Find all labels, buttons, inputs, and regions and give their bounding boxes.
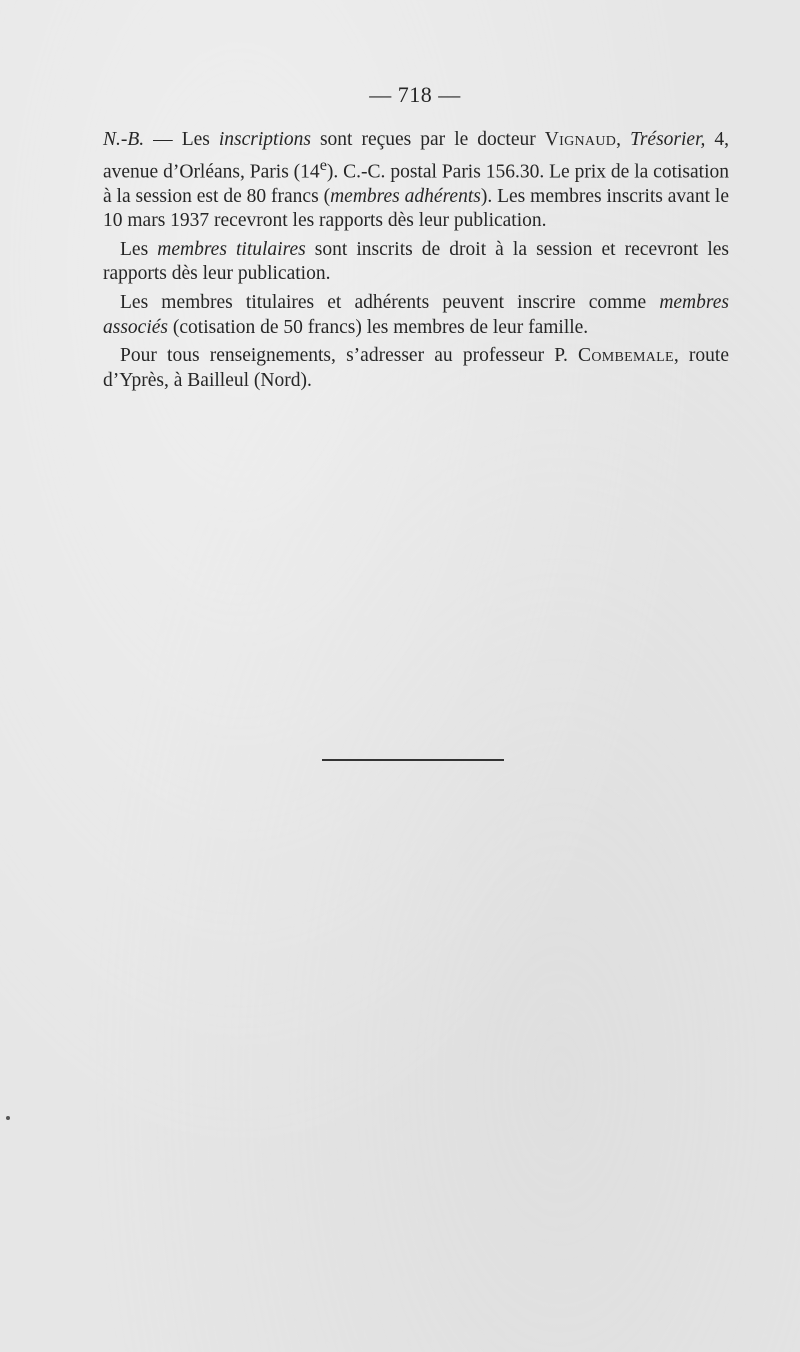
section-divider [322,759,504,761]
professor-name: Combemale [578,345,674,367]
membres-associes-term: membres associés [103,292,729,338]
paragraph-associes: Les membres titulaires et adhérents peuvent inscrire comme membres associés (cotisation de 50 francs) les membres de leur famille. [103,292,729,338]
arrondissement-suffix: e [319,155,327,174]
page-number: — 718 — [369,82,461,107]
paragraph-inscriptions: N.-B. — Les inscriptions sont reçues par le docteur Vignaud, Trésorier, 4, avenue d’Orléans, Paris (14e). C.-C. postal Paris 156.30. Le prix de la cotisation à la session est de 80 francs (membres adhérents). Les membres inscrits avant le 10 mars 1937 recevront les rapports dès leur publication. [103,129,730,232]
treasurer-name: Vignaud [544,129,617,150]
inscriptions-term: inscriptions [218,129,311,150]
treasurer-role: Trésorier, [630,129,706,150]
body-text [103,128,729,397]
paragraph-titulaires: Les membres titulaires sont inscrits de droit à la session et recevront les rapports dès leur publication. [103,238,730,285]
nb-label: N.-B. [103,129,145,150]
paragraph-renseignements: Pour tous renseignements, s’adresser au professeur P. Combemale, route d’Yprès, à Bailleul (Nord). [103,345,729,391]
paper-speck [6,1116,10,1120]
membres-titulaires-term: membres titulaires [157,238,306,260]
membres-adherents-term: membres adhérents [330,185,481,207]
